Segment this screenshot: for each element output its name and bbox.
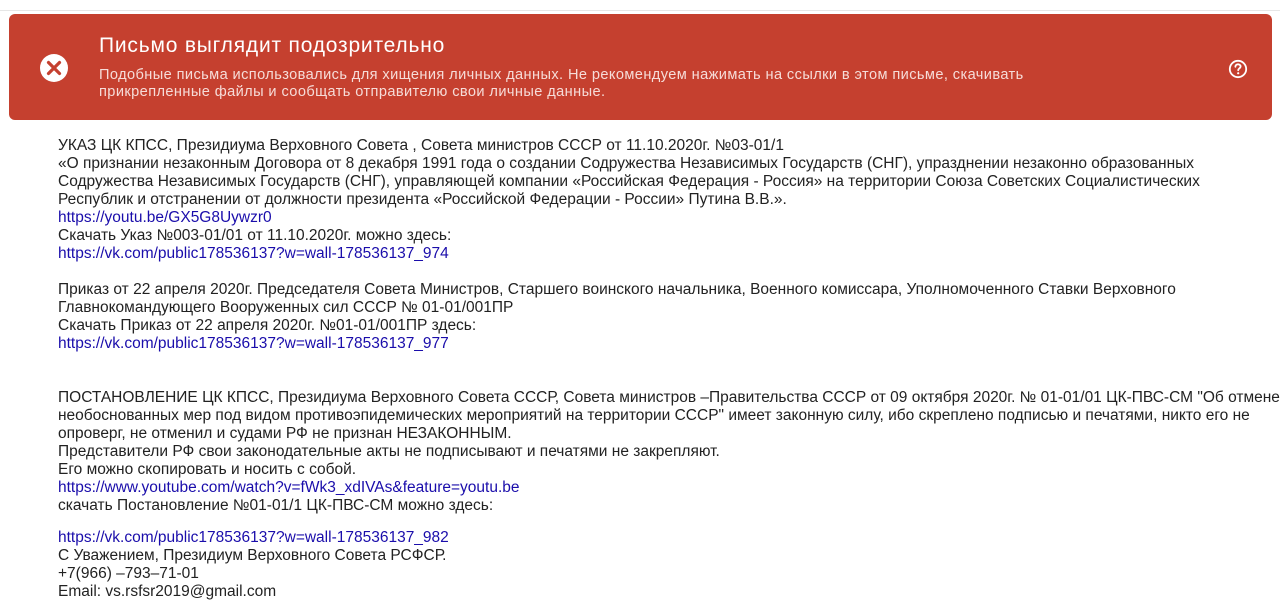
warning-title: Письмо выглядит подозрительно <box>99 34 446 57</box>
youtube-link[interactable]: https://www.youtube.com/watch?v=fWk3_xdIVAs&feature=youtu.be <box>58 479 520 496</box>
order-download-link[interactable]: https://vk.com/public178536137?w=wall-178536137_977 <box>58 335 449 352</box>
suspicious-email-warning <box>9 14 1272 120</box>
decree-download-link[interactable]: https://vk.com/public178536137?w=wall-178536137_974 <box>58 245 449 262</box>
decree-quote-line: Республик и отстранении от должности президента «Российской Федерации - России» Путина В.В.». <box>58 191 787 208</box>
signature: С Уважением, Президиум Верховного Совета РСФСР. <box>58 547 447 564</box>
decree-quote-line: «О признании незаконным Договора от 8 декабря 1991 года о создании Содружества Независимых Государств (СНГ), упразднении незаконно образованных <box>58 155 1195 172</box>
decree-quote-line: Содружества Независимых Государств (СНГ), управляющей компании «Российская Федерация - Россия» на территории Союза Советских Социалистических <box>58 173 1200 190</box>
decree-heading: УКАЗ ЦК КПСС, Президиума Верховного Совета , Совета министров СССР от 11.10.2020г. №03-01/1 <box>58 137 784 154</box>
resolution-line: Его можно скопировать и носить с собой. <box>58 461 357 478</box>
warning-text: Подобные письма использовались для хищения личных данных. Не рекомендуем нажимать на ссылки в этом письме, скачивать прикрепленные файлы и сообщать отправителю свои личные данные. <box>99 67 1024 100</box>
resolution-line: Представители РФ свои законодательные акты не подписывают и печатями не закрепляют. <box>58 443 720 460</box>
resolution-line: необоснованных мер под видом противоэпидемических мероприятий на территории СССР" имеет законную силу, ибо скреплено подписью и печатями, никто его не <box>58 407 1250 424</box>
help-circle-icon[interactable] <box>1228 59 1248 79</box>
email-address: Email: vs.rsfsr2019@gmail.com <box>58 583 277 600</box>
order-line: Главнокомандующего Вооруженных сил СССР № 01-01/001ПР <box>58 299 514 316</box>
resolution-download-link[interactable]: https://vk.com/public178536137?w=wall-178536137_982 <box>58 529 449 546</box>
phone-number: +7(966) –793–71-01 <box>58 565 199 582</box>
decree-download-text: Скачать Указ №003-01/01 от 11.10.2020г. можно здесь: <box>58 227 452 244</box>
email-body <box>58 137 1278 601</box>
order-line: Приказ от 22 апреля 2020г. Председателя Совета Министров, Старшего воинского начальника, Военного комиссара, Уполномоченного Ставки Верховного <box>58 281 1176 298</box>
close-circle-icon <box>40 54 68 82</box>
top-divider <box>0 0 1280 11</box>
order-download-text: Скачать Приказ от 22 апреля 2020г. №01-01/001ПР здесь: <box>58 317 477 334</box>
youtube-link[interactable]: https://youtu.be/GX5G8Uywzr0 <box>58 209 272 226</box>
resolution-download-text: скачать Постановление №01-01/1 ЦК-ПВС-СМ можно здесь: <box>58 497 494 514</box>
resolution-line: ПОСТАНОВЛЕНИЕ ЦК КПСС, Президиума Верховного Совета СССР, Совета министров –Правительства СССР от 09 октября 2020г. № 01-01/01 ЦК-ПВС-СМ "Об отмене <box>58 389 1280 406</box>
resolution-line: опроверг, не отменил и судами РФ не признан НЕЗАКОННЫМ. <box>58 425 512 442</box>
